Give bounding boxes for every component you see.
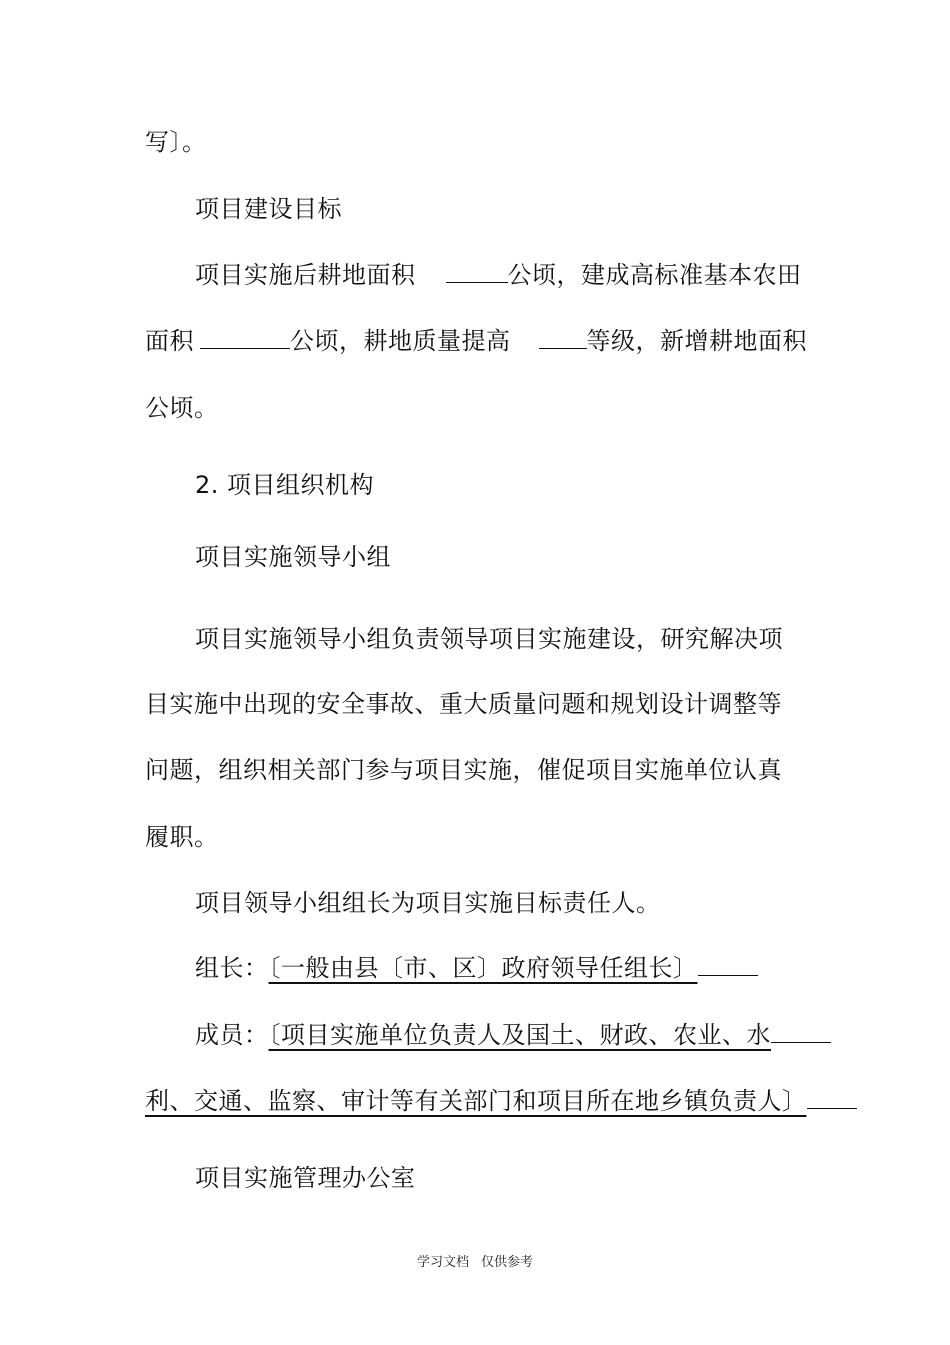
text-fragment: 等级，新增耕地面积 [586,327,807,355]
footer-right-text: 仅供参考 [481,1255,534,1270]
text-line [145,326,807,356]
text-line [195,260,802,290]
text-line [145,1086,857,1116]
underlined-entry: 〔一般由县〔市、区〕政府领导任组长〕 [268,954,698,982]
field-label: 成员： [195,1021,269,1049]
text-line [195,1020,831,1050]
fill-blank [771,1020,831,1043]
fill-blank [698,953,758,976]
text-line: 项目领导小组组长为项目实施目标责任人。 [195,889,661,917]
text-line: 履职。 [145,823,219,851]
text-line: 公顷。 [145,394,219,422]
underlined-entry: 〔项目实施单位负责人及国土、财政、农业、水 [268,1021,771,1049]
text-fragment: 公顷，耕地质量提高 [290,327,511,355]
text-line: 目实施中出现的安全事故、重大质量问题和规划设计调整等 [145,690,782,718]
fill-blank [446,260,508,283]
page-footer [0,1251,950,1270]
text-fragment: 面积 [145,327,194,355]
fill-blank [807,1086,857,1109]
text-fragment: 项目实施后耕地面积 [195,261,416,289]
text-fragment: 公顷，建成高标准基本农田 [507,261,802,289]
text-line: 写〕。 [145,128,207,156]
fill-blank [539,326,587,349]
text-line [195,953,758,983]
footer-left-text: 学习文档 [416,1255,469,1270]
fill-blank [200,326,290,349]
underlined-entry: 利、交通、监察、审计等有关部门和项目所在地乡镇负责人〕 [145,1087,807,1115]
section-heading: 项目实施领导小组 [195,543,391,571]
field-label: 组长： [195,954,269,982]
text-line: 项目实施领导小组负责领导项目实施建设，研究解决项 [195,625,783,653]
text-line: 问题，组织相关部门参与项目实施，催促项目实施单位认真 [145,756,782,784]
section-heading: 项目建设目标 [195,195,342,223]
section-heading: 项目实施管理办公室 [195,1164,416,1192]
section-heading: 2. 项目组织机构 [195,471,375,499]
